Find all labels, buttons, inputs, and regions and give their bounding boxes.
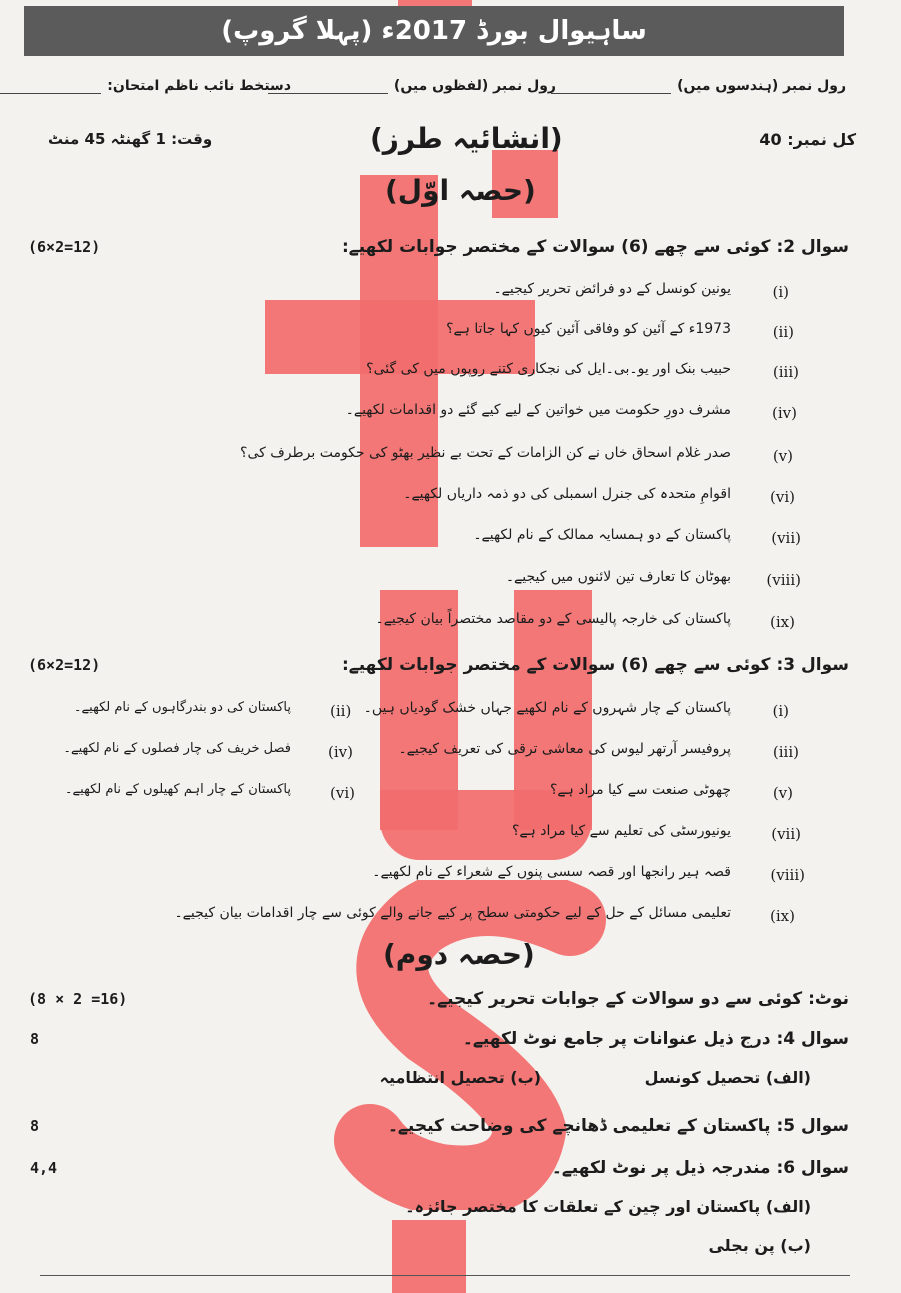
- q2-item-text: 1973ء کے آئین کو وفاقی آئین کیوں کہا جاتا ہے؟: [446, 321, 731, 337]
- header-title: ساہیوال بورڈ 2017ء (پہلا گروپ): [24, 6, 844, 56]
- roll-words-label: رول نمبر (لفظوں میں): [393, 78, 556, 94]
- q3-item-num: (vi): [330, 784, 355, 802]
- bottom-rule: [40, 1275, 850, 1276]
- q3-item-text: پروفیسر آرتھر لیوس کی معاشی ترقی کی تعریف کیجیے۔: [398, 741, 731, 757]
- question-4-marks: 8: [30, 1030, 40, 1048]
- q2-item-num: (ix): [770, 613, 795, 631]
- q2-item-text: صدر غلام اسحاق خاں نے کن الزامات کے تحت بے نظیر بھٹو کی حکومت برطرف کی؟: [240, 445, 731, 461]
- exam-type-title: (انشائیہ طرز): [370, 122, 563, 155]
- q2-item-num: (iv): [772, 404, 797, 422]
- q3-item-text: فصل خریف کی چار فصلوں کے نام لکھیے۔: [63, 741, 291, 756]
- blank-line: [0, 79, 101, 94]
- q2-item-text: پاکستان کے دو ہمسایہ ممالک کے نام لکھیے۔: [473, 527, 731, 543]
- q2-item-text: حبیب بنک اور یو۔بی۔ایل کی نجکاری کتنے روپوں میں کی گئی؟: [366, 361, 731, 377]
- q3-item-num: (v): [772, 784, 793, 802]
- q3-item-text: تعلیمی مسائل کے حل کے لیے حکومتی سطح پر کیے جانے والے کوئی سے چار اقدامات بیان کیجیے۔: [174, 905, 731, 921]
- q2-item-text: اقوامِ متحدہ کی جنرل اسمبلی کی دو ذمہ داریاں لکھیے۔: [403, 486, 731, 502]
- q3-item-text: پاکستان کے چار شہروں کے نام لکھیے جہاں خشک گودیاں ہیں۔: [363, 700, 731, 716]
- q2-item-text: مشرف دورِ حکومت میں خواتین کے لیے کیے گئے دو اقدامات لکھیے۔: [345, 402, 731, 418]
- q2-item-num: (viii): [766, 571, 801, 589]
- q3-item-num: (viii): [770, 866, 805, 884]
- roll-digits-label: رول نمبر (ہندسوں میں): [677, 78, 846, 94]
- q3-item-num: (iv): [328, 743, 353, 761]
- blank-line: [551, 79, 671, 94]
- q3-item-num: (iii): [772, 743, 799, 761]
- q2-item-num: (iii): [772, 363, 799, 381]
- q2-item-num: (i): [772, 283, 789, 301]
- signature-field: [0, 78, 291, 94]
- q4-option-a: (الف) تحصیل کونسل: [644, 1068, 811, 1087]
- q3-item-num: (i): [772, 702, 789, 720]
- question-6-marks: 4,4: [30, 1159, 58, 1177]
- question-4-heading: سوال 4: درج ذیل عنوانات پر جامع نوٹ لکھیے۔: [462, 1029, 849, 1049]
- q6-option-a: (الف) پاکستان اور چین کے تعلقات کا مختصر جائزہ۔: [405, 1197, 811, 1216]
- question-3-heading: سوال 3: کوئی سے چھے (6) سوالات کے مختصر جوابات لکھیے:: [341, 655, 849, 675]
- q2-item-num: (vii): [771, 529, 801, 547]
- q2-item-num: (vi): [770, 488, 795, 506]
- question-5-marks: 8: [30, 1117, 40, 1135]
- q2-item-num: (v): [772, 447, 793, 465]
- roll-number-digits-field: [545, 78, 846, 94]
- q3-item-text: یونیورسٹی کی تعلیم سے کیا مراد ہے؟: [511, 823, 731, 839]
- question-2-heading: سوال 2: کوئی سے چھے (6) سوالات کے مختصر جوابات لکھیے:: [341, 237, 849, 257]
- q3-item-text: پاکستان کے چار اہم کھیلوں کے نام لکھیے۔: [64, 782, 291, 797]
- q3-item-num: (ix): [770, 907, 795, 925]
- q2-item-num: (ii): [772, 323, 794, 341]
- question-5-heading: سوال 5: پاکستان کے تعلیمی ڈھانچے کی وضاحت کیجیے۔: [387, 1116, 849, 1136]
- note-text: نوٹ: کوئی سے دو سوالات کے جوابات تحریر کیجیے۔: [427, 989, 849, 1009]
- total-marks: کل نمبر: 40: [759, 130, 856, 149]
- q3-item-text: پاکستان کی دو بندرگاہوں کے نام لکھیے۔: [73, 700, 291, 715]
- q6-option-b: (ب) پن بجلی: [708, 1236, 811, 1255]
- q3-item-num: (vii): [771, 825, 801, 843]
- note-marks: (8 × 2 =16): [28, 990, 128, 1008]
- part-one-title: (حصہ اوّل): [385, 174, 536, 207]
- question-2-marks: (6×2=12): [28, 238, 101, 256]
- exam-time: وقت: 1 گھنٹہ 45 منٹ: [48, 130, 213, 148]
- q2-item-text: یونین کونسل کے دو فرائض تحریر کیجیے۔: [493, 281, 731, 297]
- q3-item-text: قصہ ہیر رانجھا اور قصہ سسی پنوں کے شعراء کے نام لکھیے۔: [372, 864, 731, 880]
- roll-number-words-field: [262, 78, 556, 94]
- q3-item-num: (ii): [330, 702, 352, 720]
- q2-item-text: بھوٹان کا تعارف تین لائنوں میں کیجیے۔: [505, 569, 731, 585]
- part-two-title: (حصہ دوم): [383, 938, 535, 971]
- q4-option-b: (ب) تحصیل انتظامیہ: [379, 1068, 541, 1087]
- q3-item-text: چھوٹی صنعت سے کیا مراد ہے؟: [549, 782, 731, 798]
- question-6-heading: سوال 6: مندرجہ ذیل پر نوٹ لکھیے۔: [551, 1158, 849, 1178]
- q2-item-text: پاکستان کی خارجہ پالیسی کے دو مقاصد مختصراً بیان کیجیے۔: [375, 611, 731, 627]
- question-3-marks: (6×2=12): [28, 656, 101, 674]
- signature-label: دستخط نائب ناظم امتحان:: [107, 78, 291, 94]
